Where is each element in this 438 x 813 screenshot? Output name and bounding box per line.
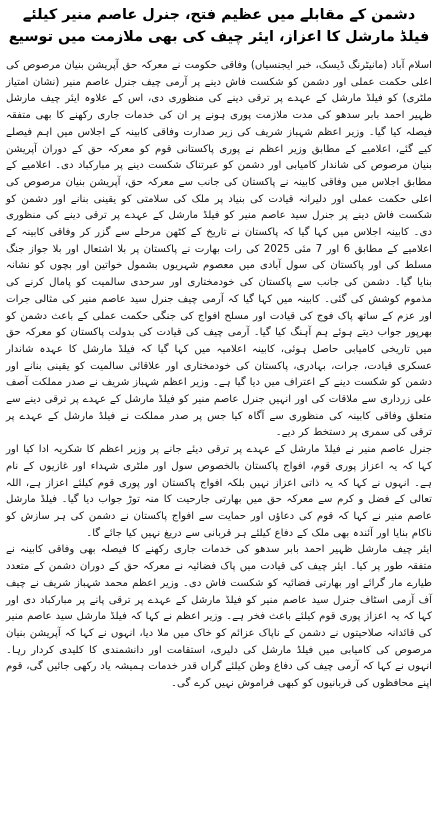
- article-paragraph-3: ایئر چیف مارشل ظہیر احمد بابر سدھو کی خدمات جاری رکھنے کا فیصلہ بھی وفاقی کابینہ نے متفقہ طور پر کیا۔ ایئر چیف کی قیادت میں پاک فضائیہ نے معرکہ حق کے دوران دشمن کے متعدد طیارے مار گرائے اور بھارتی فضائیہ کو شکست فاش دی۔ وزیر اعظم محمد شہباز شریف نے چیف آف آرمی اسٹاف جنرل سید عاصم منیر کو فیلڈ مارشل کے عہدے پر ترقی پانے پر مبارکباد دی اور کہا کہ یہ اعزاز پوری قوم کیلئے باعث فخر ہے۔ وزیر اعظم نے کہا کہ فیلڈ مارشل سید عاصم منیر کی قائدانہ صلاحیتوں نے دشمن کے ناپاک عزائم کو خاک میں ملا دیا، انہوں نے کہا کہ آپریشن بنیان مرصوص کی کامیابی میں فیلڈ مارشل کی دلیری، استقامت اور دانشمندی کا کلیدی کردار رہا۔ انہوں نے کہا کہ آرمی چیف کی دفاع وطن کیلئے گراں قدر خدمات ہمیشہ یاد رکھی جائیں گی، قوم اپنے محافظوں کی قربانیوں کو کبھی فراموش نہیں کرے گی۔: [6, 544, 432, 690]
- article-paragraph-1: اسلام آباد (مانیٹرنگ ڈیسک، خبر ایجنسیاں) وفاقی حکومت نے معرکہ حق آپریشن بنیان مرصوص کی اعلی حکمت عملی اور دشمن کو شکست فاش دینے پر آرمی چیف جنرل عاصم منیر (نشان امتیاز ملٹری) کو فیلڈ مارشل کے عہدے پر ترقی دینے کی منظوری دی، اس کے علاوہ ایئر چیف مارشل ظہیر احمد بابر سدھو کی مدت ملازمت پوری ہونے پر ان کی خدمات جاری رکھنے کا بھی متفقہ فیصلہ کیا گیا۔ وزیر اعظم شہباز شریف کی زیر صدارت وفاقی کابینہ کے اجلاس میں اہم فیصلے کیے گئے، اعلامیے کے مطابق وزیر اعظم نے پوری پاکستانی قوم کو معرکہ حق کے دوران آپریشن بنیان مرصوص کی شاندار کامیابی اور دشمن کو عبرتناک شکست دینے پر مبارکباد دی۔ اعلامیے کے مطابق اجلاس میں وفاقی کابینہ نے پاکستان کی جانب سے معرکہ حق، آپریشن بنیان مرصوص کی اعلی حکمت عملی اور دلیرانہ قیادت کی بنیاد پر ملک کی سلامتی کو یقینی بنانے اور دشمن کو شکست فاش دینے پر جنرل سید عاصم منیر کو فیلڈ مارشل کے عہدے پر ترقی دینے کی منظوری دی۔ کابینہ اجلاس میں کہا گیا کہ پاکستان نے تاریخ کے کٹھن مرحلے سے گزر کر وفاقی کابینہ کے اعلامیے کے مطابق 6 اور 7 مئی 2025 کی رات بھارت نے پاکستان پر بلا اشتعال اور بلا جواز جنگ مسلط کی اور پاکستان کی سول آبادی میں معصوم شہریوں بشمول خواتین اور بچوں کو نشانہ بنایا گیا۔ دشمن کی جانب سے پاکستان کی خودمختاری اور سرحدی سالمیت کو پامال کرنے کی مذموم کوشش کی گئی۔ کابینہ میں کہا گیا کہ آرمی چیف جنرل سید عاصم منیر کی مثالی جرات اور عزم کے ساتھ پاک فوج کی قیادت اور مسلح افواج کی جنگی حکمت عملی کے باعث دشمن کو بھرپور جواب دیتے ہوئے ہم آہنگ کیا گیا۔ آرمی چیف کی قیادت کی بدولت پاکستان کو معرکہ حق میں تاریخی کامیابی حاصل ہوئی، کابینہ اعلامیہ میں کہا گیا کہ فیلڈ مارشل کا عہدہ شاندار عسکری قیادت، جرات، بہادری، پاکستان کی خودمختاری اور علاقائی سالمیت کو یقینی بنانے اور دشمن کو شکست دینے کے اعتراف میں دیا گیا ہے۔ وزیر اعظم شہباز شریف نے صدر مملکت آصف علی زرداری سے ملاقات کی اور انہیں جنرل عاصم منیر کو فیلڈ مارشل کے عہدے پر ترقی دینے سے متعلق وفاقی کابینہ کی منظوری سے آگاہ کیا جس پر صدر مملکت نے فیلڈ مارشل کے عہدے پر ترقی کی سمری پر دستخط کر دیے۔: [6, 60, 432, 439]
- article-headline: دشمن کے مقابلے میں عظیم فتح، جنرل عاصم منیر کیلئے فیلڈ مارشل کا اعزاز، ایئر چیف کی بھی ملازمت میں توسیع: [8, 7, 430, 45]
- article-paragraph-2: جنرل عاصم منیر نے فیلڈ مارشل کے عہدے پر ترقی دیئے جانے پر وزیر اعظم کا شکریہ ادا کیا اور کہا کہ یہ اعزاز پوری قوم، افواج پاکستان بالخصوص سول اور ملٹری شہداء اور غازیوں کے نام ہے۔ انہوں نے کہا کہ یہ ذاتی اعزاز نہیں بلکہ افواج پاکستان اور پوری قوم کیلئے اعزاز ہے، اللہ تعالی کے فضل و کرم سے معرکہ حق میں بھارتی جارحیت کا منہ توڑ جواب دیا گیا۔ فیلڈ مارشل عاصم منیر نے کہا کہ قوم کی دعاؤں اور حمایت سے افواج پاکستان نے دشمن کی ہر سازش کو ناکام بنایا اور آئندہ بھی ملک کے دفاع کیلئے ہر قربانی سے دریغ نہیں کیا جائے گا۔: [6, 444, 432, 539]
- article-body: [6, 58, 432, 693]
